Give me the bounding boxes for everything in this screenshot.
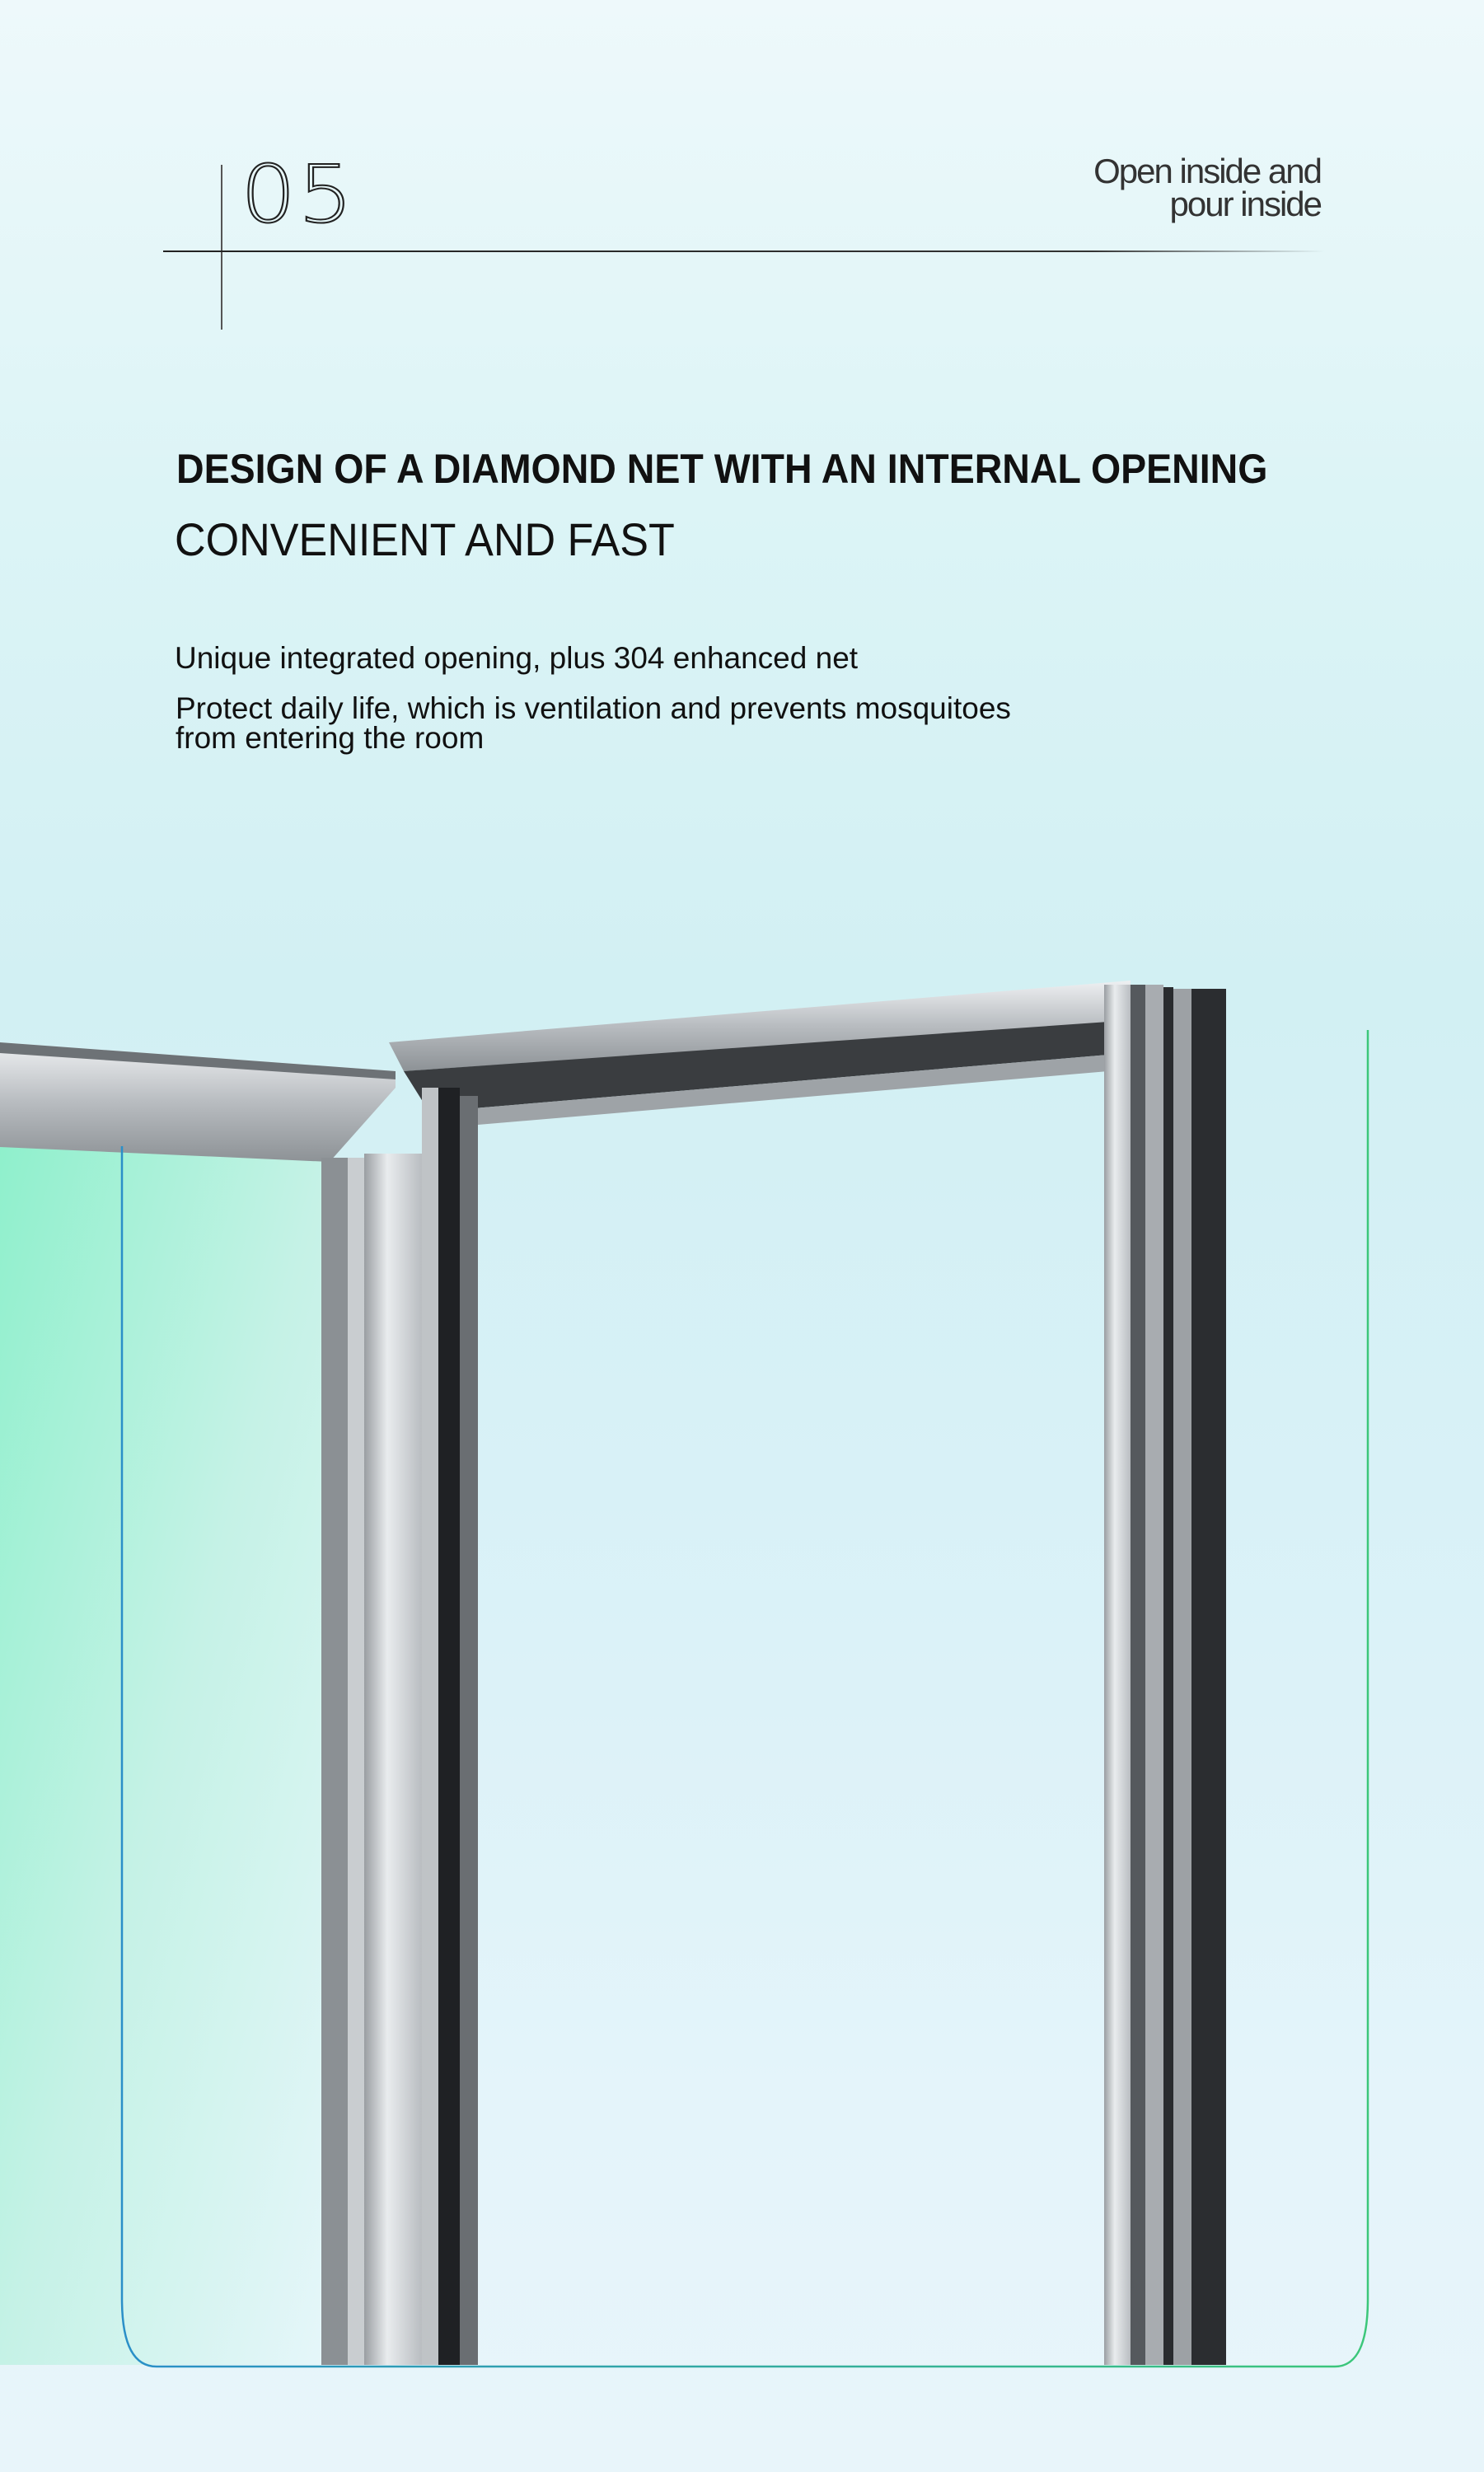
frame-right-rib <box>1145 985 1163 2365</box>
open-sash-glass <box>0 1145 330 2365</box>
open-sash-stile <box>364 1154 422 2365</box>
mesh-strip <box>348 1158 364 2365</box>
tagline-line1: Open inside and <box>1093 152 1321 190</box>
tagline-line2: pour inside <box>1169 185 1321 223</box>
description-1: Unique integrated opening, plus 304 enhanced net <box>175 641 859 675</box>
description-2-line2: from entering the room <box>176 721 485 755</box>
description-2-line1: Protect daily life, which is ventilation and prevents mosquitoes <box>176 691 1011 725</box>
mesh-edge <box>321 1158 348 2365</box>
frame-right-gasket <box>1191 989 1226 2365</box>
frame-right-groove <box>1131 985 1145 2365</box>
frame-right-groove-2 <box>1163 987 1173 2365</box>
frame-left-stile <box>422 1088 438 2365</box>
frame-right-rib-2 <box>1173 989 1191 2365</box>
sub-heading: CONVENIENT AND FAST <box>175 513 675 565</box>
frame-right-stile <box>1104 985 1131 2365</box>
section-number: 05 <box>241 148 355 241</box>
main-heading: DESIGN OF A DIAMOND NET WITH AN INTERNAL OPENING <box>176 446 1268 492</box>
frame-left-inner <box>460 1096 478 2365</box>
frame-left-gasket <box>438 1088 460 2365</box>
